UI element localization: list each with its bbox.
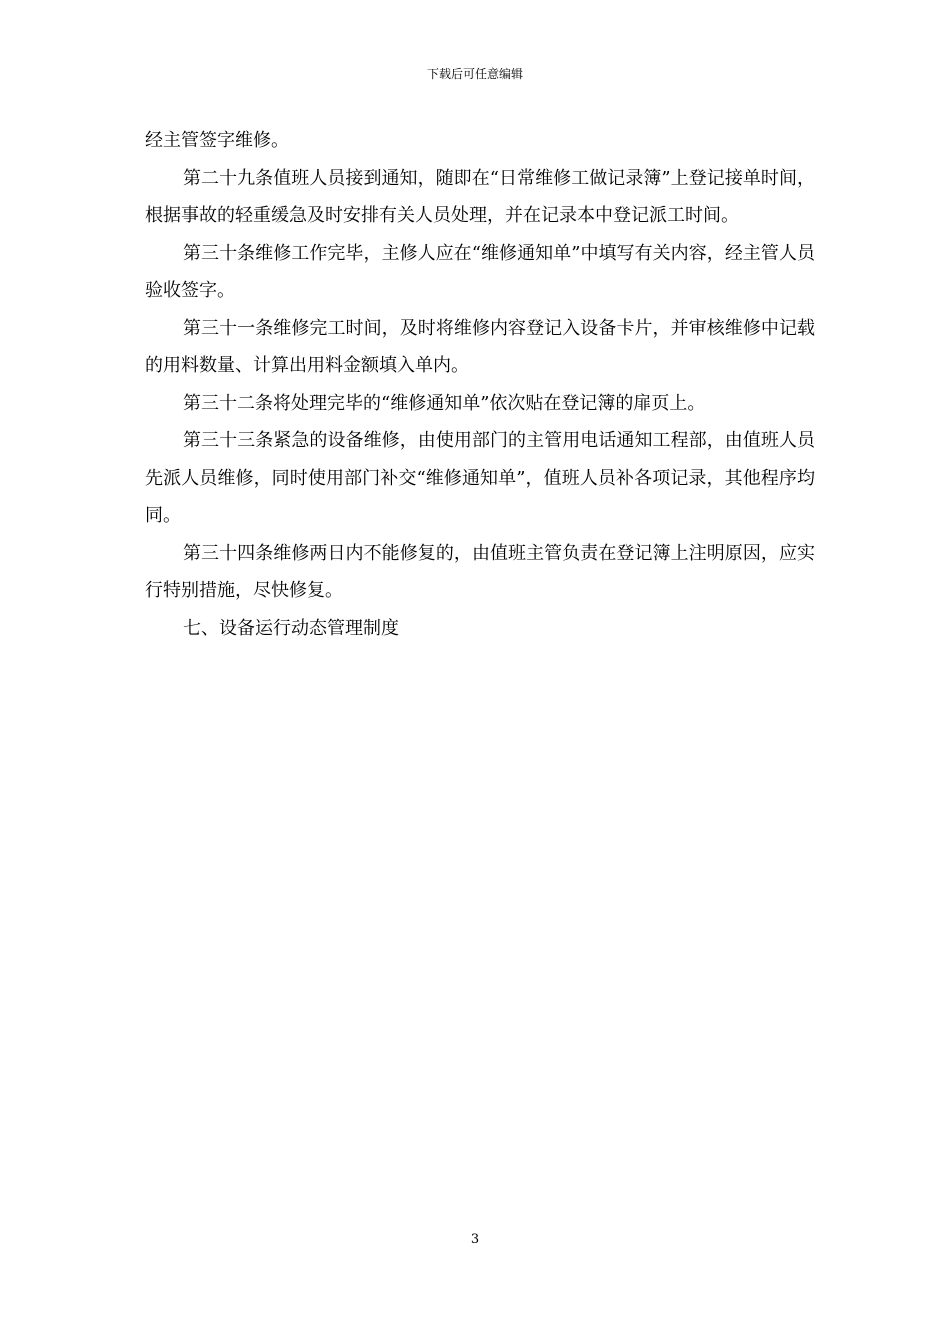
paragraph-article-29: 第二十九条值班人员接到通知，随即在“日常维修工做记录簿”上登记接单时间，根据事故的轻重缓急及时安排有关人员处理，并在记录本中登记派工时间。 [145, 167, 815, 226]
paragraph-article-32: 第三十二条将处理完毕的“维修通知单”依次贴在登记簿的扉页上。 [183, 392, 706, 414]
section-heading: 七、设备运行动态管理制度 [183, 617, 399, 639]
document-body [145, 122, 815, 647]
paragraph-article-34: 第三十四条维修两日内不能修复的，由值班主管负责在登记簿上注明原因，应实行特别措施，尽快修复。 [145, 542, 815, 601]
paragraph-continuation: 经主管签字维修。 [145, 130, 289, 151]
page-header: 下载后可任意编辑 [426, 67, 523, 81]
page-number: 3 [470, 1232, 480, 1247]
paragraph-article-33: 第三十三条紧急的设备维修，由使用部门的主管用电话通知工程部，由值班人员先派人员维修，同时使用部门补交“维修通知单”，值班人员补各项记录，其他程序均同。 [145, 430, 815, 526]
paragraph-article-31: 第三十一条维修完工时间，及时将维修内容登记入设备卡片，并审核维修中记载的用料数量、计算出用料金额填入单内。 [145, 317, 815, 376]
paragraph-article-30: 第三十条维修工作完毕，主修人应在“维修通知单”中填写有关内容，经主管人员验收签字。 [145, 242, 815, 301]
